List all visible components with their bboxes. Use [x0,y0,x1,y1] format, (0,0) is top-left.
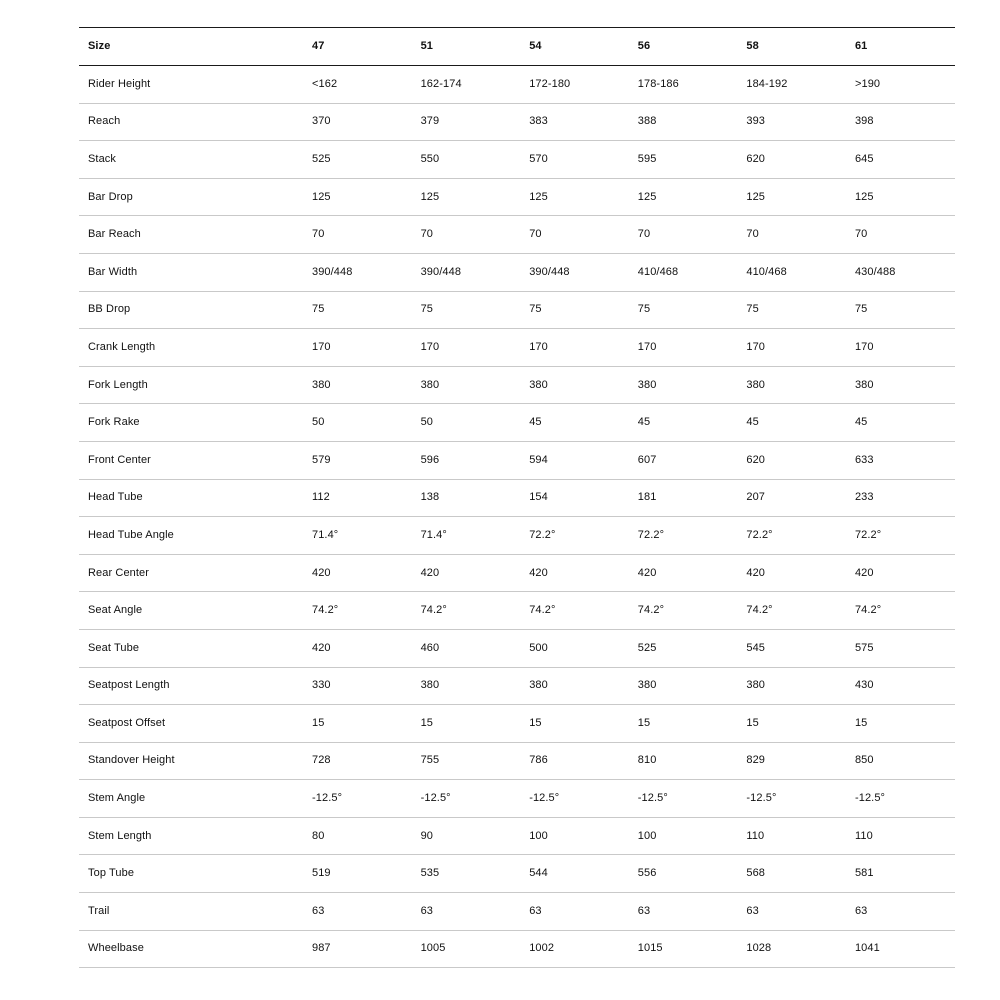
table-cell: 15 [412,705,521,743]
table-cell: 645 [846,141,955,179]
row-label: Seat Tube [79,629,303,667]
table-cell: 233 [846,479,955,517]
row-label: Standover Height [79,742,303,780]
table-cell: 607 [629,441,738,479]
table-cell: 1041 [846,930,955,968]
table-cell: 1005 [412,930,521,968]
table-cell: 620 [737,141,846,179]
row-label: Stem Angle [79,780,303,818]
row-label: Bar Reach [79,216,303,254]
header-row [79,28,955,66]
table-cell: 70 [303,216,412,254]
row-label: Seat Angle [79,592,303,630]
table-cell: 74.2° [737,592,846,630]
table-cell: 70 [412,216,521,254]
table-cell: 380 [737,366,846,404]
table-cell: 370 [303,103,412,141]
table-cell: 420 [737,554,846,592]
header-size-column: 56 [629,28,738,66]
table-cell: 170 [737,329,846,367]
table-cell: 74.2° [846,592,955,630]
row-label: Rider Height [79,66,303,104]
table-cell: 579 [303,441,412,479]
table-cell: 550 [412,141,521,179]
table-cell: 181 [629,479,738,517]
table-row [79,855,955,893]
table-cell: 15 [737,705,846,743]
table-cell: 75 [412,291,521,329]
table-cell: 850 [846,742,955,780]
table-row [79,817,955,855]
table-cell: 74.2° [303,592,412,630]
table-cell: 170 [303,329,412,367]
table-cell: 430 [846,667,955,705]
table-cell: 398 [846,103,955,141]
table-cell: 620 [737,441,846,479]
table-row [79,178,955,216]
table-cell: 575 [846,629,955,667]
table-cell: >190 [846,66,955,104]
table-cell: 50 [303,404,412,442]
table-cell: 162-174 [412,66,521,104]
table-cell: 755 [412,742,521,780]
table-row [79,893,955,931]
table-cell: -12.5° [520,780,629,818]
table-cell: 71.4° [303,517,412,555]
table-row [79,253,955,291]
table-cell: 75 [303,291,412,329]
row-label: Front Center [79,441,303,479]
table-cell: 1002 [520,930,629,968]
table-row [79,479,955,517]
table-cell: 581 [846,855,955,893]
table-cell: 15 [629,705,738,743]
table-cell: 380 [303,366,412,404]
table-cell: 633 [846,441,955,479]
header-size-column: 58 [737,28,846,66]
table-cell: 380 [629,667,738,705]
table-cell: 519 [303,855,412,893]
row-label: Head Tube [79,479,303,517]
table-cell: 594 [520,441,629,479]
header-size-column: 61 [846,28,955,66]
table-cell: 460 [412,629,521,667]
table-cell: 525 [303,141,412,179]
table-row [79,216,955,254]
table-cell: 15 [303,705,412,743]
table-row [79,103,955,141]
table-cell: 15 [846,705,955,743]
table-cell: 380 [520,366,629,404]
table-cell: 75 [846,291,955,329]
table-row [79,592,955,630]
table-cell: 390/448 [412,253,521,291]
header-size-column: 51 [412,28,521,66]
table-cell: 393 [737,103,846,141]
table-cell: 388 [629,103,738,141]
table-cell: 75 [629,291,738,329]
table-cell: 390/448 [303,253,412,291]
table-cell: 410/468 [629,253,738,291]
table-cell: 556 [629,855,738,893]
row-label: Wheelbase [79,930,303,968]
table-cell: 390/448 [520,253,629,291]
table-cell: 72.2° [737,517,846,555]
table-cell: 172-180 [520,66,629,104]
table-cell: 154 [520,479,629,517]
table-cell: 380 [520,667,629,705]
table-cell: 420 [629,554,738,592]
table-cell: 500 [520,629,629,667]
table-cell: 786 [520,742,629,780]
table-cell: 125 [737,178,846,216]
table-cell: 74.2° [520,592,629,630]
table-cell: 595 [629,141,738,179]
table-cell: 420 [520,554,629,592]
table-cell: 75 [737,291,846,329]
table-cell: 125 [846,178,955,216]
table-cell: 570 [520,141,629,179]
header-size-label: Size [79,28,303,66]
table-cell: 63 [303,893,412,931]
table-cell: 63 [737,893,846,931]
table-row [79,930,955,968]
header-size-column: 54 [520,28,629,66]
table-cell: 125 [303,178,412,216]
table-cell: 544 [520,855,629,893]
table-cell: 380 [629,366,738,404]
table-row [79,404,955,442]
row-label: Seatpost Offset [79,705,303,743]
table-cell: 74.2° [412,592,521,630]
row-label: Fork Rake [79,404,303,442]
table-cell: 125 [520,178,629,216]
table-cell: 1028 [737,930,846,968]
table-row [79,141,955,179]
table-cell: 72.2° [846,517,955,555]
table-cell: 383 [520,103,629,141]
row-label: Bar Width [79,253,303,291]
table-cell: 430/488 [846,253,955,291]
table-cell: 74.2° [629,592,738,630]
table-cell: 596 [412,441,521,479]
table-cell: 184-192 [737,66,846,104]
table-cell: 125 [412,178,521,216]
table-cell: 70 [629,216,738,254]
table-row [79,667,955,705]
table-cell: 100 [520,817,629,855]
table-cell: -12.5° [303,780,412,818]
table-cell: 15 [520,705,629,743]
table-cell: 112 [303,479,412,517]
table-cell: 380 [412,366,521,404]
table-cell: 63 [412,893,521,931]
table-cell: 170 [629,329,738,367]
table-cell: 63 [846,893,955,931]
table-cell: 420 [846,554,955,592]
table-cell: 71.4° [412,517,521,555]
table-cell: 410/468 [737,253,846,291]
table-cell: -12.5° [412,780,521,818]
table-cell: 170 [846,329,955,367]
table-cell: 125 [629,178,738,216]
table-cell: 987 [303,930,412,968]
table-row [79,291,955,329]
geometry-table [79,27,955,968]
table-cell: 170 [520,329,629,367]
table-cell: 380 [412,667,521,705]
table-cell: 568 [737,855,846,893]
table-cell: 379 [412,103,521,141]
table-cell: 138 [412,479,521,517]
table-cell: 810 [629,742,738,780]
table-cell: 535 [412,855,521,893]
row-label: Stack [79,141,303,179]
table-cell: 170 [412,329,521,367]
header-size-column: 47 [303,28,412,66]
table-row [79,366,955,404]
table-cell: 45 [629,404,738,442]
table-row [79,742,955,780]
table-cell: 50 [412,404,521,442]
table-cell: 70 [846,216,955,254]
table-cell: 100 [629,817,738,855]
table-row [79,517,955,555]
table-cell: 420 [303,554,412,592]
table-row [79,66,955,104]
table-cell: -12.5° [629,780,738,818]
table-cell: 728 [303,742,412,780]
geometry-table-header [79,28,955,66]
table-cell: 70 [520,216,629,254]
table-cell: 110 [846,817,955,855]
table-cell: 525 [629,629,738,667]
row-label: Rear Center [79,554,303,592]
table-cell: 75 [520,291,629,329]
table-cell: 90 [412,817,521,855]
table-row [79,554,955,592]
table-cell: 70 [737,216,846,254]
table-cell: 380 [737,667,846,705]
row-label: Stem Length [79,817,303,855]
table-cell: 330 [303,667,412,705]
table-cell: 63 [629,893,738,931]
table-cell: 1015 [629,930,738,968]
table-cell: 207 [737,479,846,517]
table-row [79,329,955,367]
row-label: Head Tube Angle [79,517,303,555]
table-row [79,441,955,479]
table-cell: 178-186 [629,66,738,104]
geometry-table-body [79,66,955,968]
table-cell: 45 [520,404,629,442]
row-label: BB Drop [79,291,303,329]
table-cell: 829 [737,742,846,780]
table-cell: 45 [737,404,846,442]
row-label: Reach [79,103,303,141]
row-label: Fork Length [79,366,303,404]
table-cell: 63 [520,893,629,931]
table-cell: 80 [303,817,412,855]
table-cell: 72.2° [629,517,738,555]
table-cell: 72.2° [520,517,629,555]
table-cell: 545 [737,629,846,667]
row-label: Top Tube [79,855,303,893]
table-cell: -12.5° [737,780,846,818]
row-label: Crank Length [79,329,303,367]
table-cell: 380 [846,366,955,404]
table-cell: -12.5° [846,780,955,818]
table-cell: 45 [846,404,955,442]
table-cell: 420 [303,629,412,667]
table-cell: 110 [737,817,846,855]
table-row [79,780,955,818]
table-row [79,705,955,743]
table-cell: <162 [303,66,412,104]
table-row [79,629,955,667]
table-cell: 420 [412,554,521,592]
row-label: Bar Drop [79,178,303,216]
row-label: Trail [79,893,303,931]
row-label: Seatpost Length [79,667,303,705]
